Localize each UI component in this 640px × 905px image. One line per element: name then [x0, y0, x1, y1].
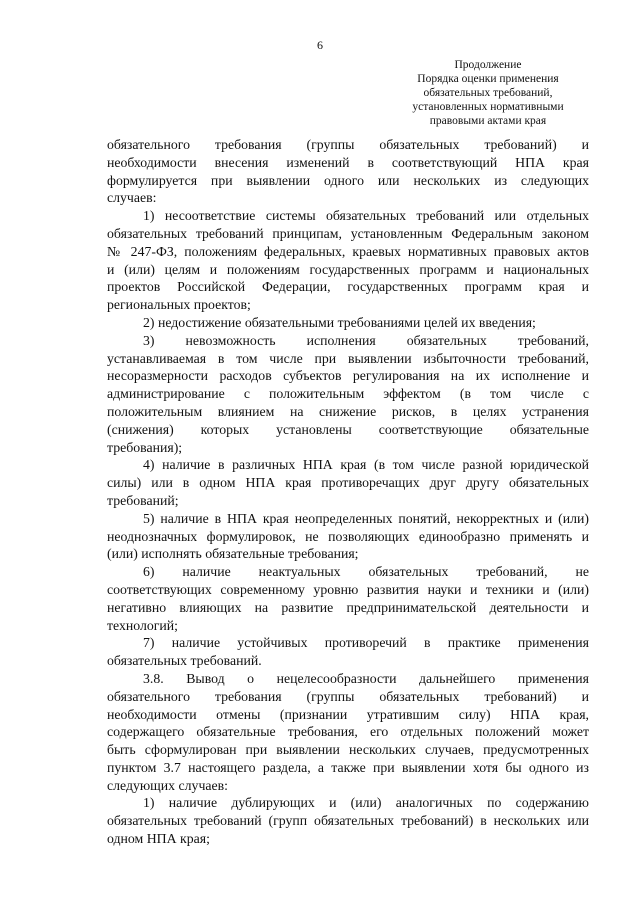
- text-line: силы) или в одном НПА края противоречащих друг другу обязательных: [107, 475, 589, 491]
- text-line: технологий;: [107, 617, 179, 633]
- text-line: обязательных требований принципам, установленным Федеральным законом: [107, 225, 589, 241]
- text-line: (или) исполнять обязательные требования;: [107, 546, 359, 562]
- text-line: пунктом 3.7 настоящего раздела, а также при выявлении хотя бы одного из: [107, 759, 589, 775]
- text-line: содержащего обязательные требования, его отдельных положений может: [107, 724, 589, 740]
- text-line: требования);: [107, 439, 183, 455]
- document-body: [107, 136, 589, 848]
- text-line: необходимости внесения изменений в соответствующий НПА края: [107, 154, 589, 170]
- continuation-line: Продолжение: [454, 59, 522, 71]
- text-line: обязательных требований (групп обязательных требований) в нескольких или: [107, 813, 589, 829]
- text-line: негативно влияющих на развитие предпринимательской деятельности и: [107, 599, 589, 615]
- text-line: положительным влиянием на снижение рисков, в целях устранения: [107, 403, 589, 419]
- text-line: 2) недостижение обязательными требованиями целей их введения;: [143, 314, 536, 330]
- text-line: обязательного требования (группы обязательных требований) и: [107, 137, 589, 152]
- text-line: требований;: [107, 492, 179, 508]
- text-line: № 247-ФЗ, положениям федеральных, краевых нормативных правовых актов: [107, 243, 589, 259]
- text-line: неоднозначных формулировок, не позволяющих единообразно применять и: [107, 528, 589, 544]
- text-line: формулируется при выявлении одного или нескольких из следующих: [107, 172, 589, 188]
- text-line: одном НПА края;: [107, 831, 210, 847]
- text-line: 3.8. Вывод о нецелесообразности дальнейшего применения: [143, 670, 589, 686]
- text-line: необходимости отмены (признании утратившим силу) НПА края,: [107, 706, 589, 722]
- continuation-line: обязательных требований,: [423, 87, 553, 99]
- text-line: случаев:: [107, 190, 157, 206]
- continuation-line: правовыми актами края: [429, 115, 547, 127]
- text-line: устанавливаемая в том числе при выявлении избыточности требований,: [107, 350, 589, 366]
- text-line: 6) наличие неактуальных обязательных требований, не: [143, 564, 589, 580]
- text-line: 3) невозможность исполнения обязательных требований,: [143, 332, 589, 348]
- text-line: обязательного требования (группы обязательных требований) и: [107, 688, 589, 704]
- text-line: несоразмерности расходов субъектов регулирования на их исполнение и: [107, 368, 589, 384]
- text-line: проектов Российской Федерации, государственных программ края и: [107, 279, 589, 295]
- text-line: следующих случаев:: [107, 777, 228, 793]
- text-line: региональных проектов;: [107, 297, 251, 313]
- text-line: (снижения) которых установлены соответствующие обязательные: [107, 421, 589, 437]
- text-line: 7) наличие устойчивых противоречий в практике применения: [143, 635, 589, 651]
- continuation-header: [388, 58, 588, 128]
- continuation-line: Порядка оценки применения: [417, 73, 559, 85]
- text-line: администрирование с положительным эффектом (в том числе с: [107, 386, 589, 402]
- text-line: соответствующих современному уровню развития науки и техники и (или): [107, 581, 589, 597]
- text-line: быть сформулирован при выявлении нескольких случаев, предусмотренных: [107, 742, 589, 758]
- continuation-line: установленных нормативными: [412, 101, 564, 113]
- page-number: 6: [317, 38, 323, 52]
- text-line: 4) наличие в различных НПА края (в том числе разной юридической: [143, 457, 589, 473]
- text-line: и (или) целям и положениям государственных программ и национальных: [107, 261, 589, 277]
- text-line: 1) несоответствие системы обязательных требований или отдельных: [143, 208, 589, 224]
- text-line: 1) наличие дублирующих и (или) аналогичных по содержанию: [143, 795, 589, 811]
- text-line: 5) наличие в НПА края неопределенных понятий, некорректных и (или): [143, 510, 589, 526]
- text-line: обязательных требований.: [107, 653, 262, 669]
